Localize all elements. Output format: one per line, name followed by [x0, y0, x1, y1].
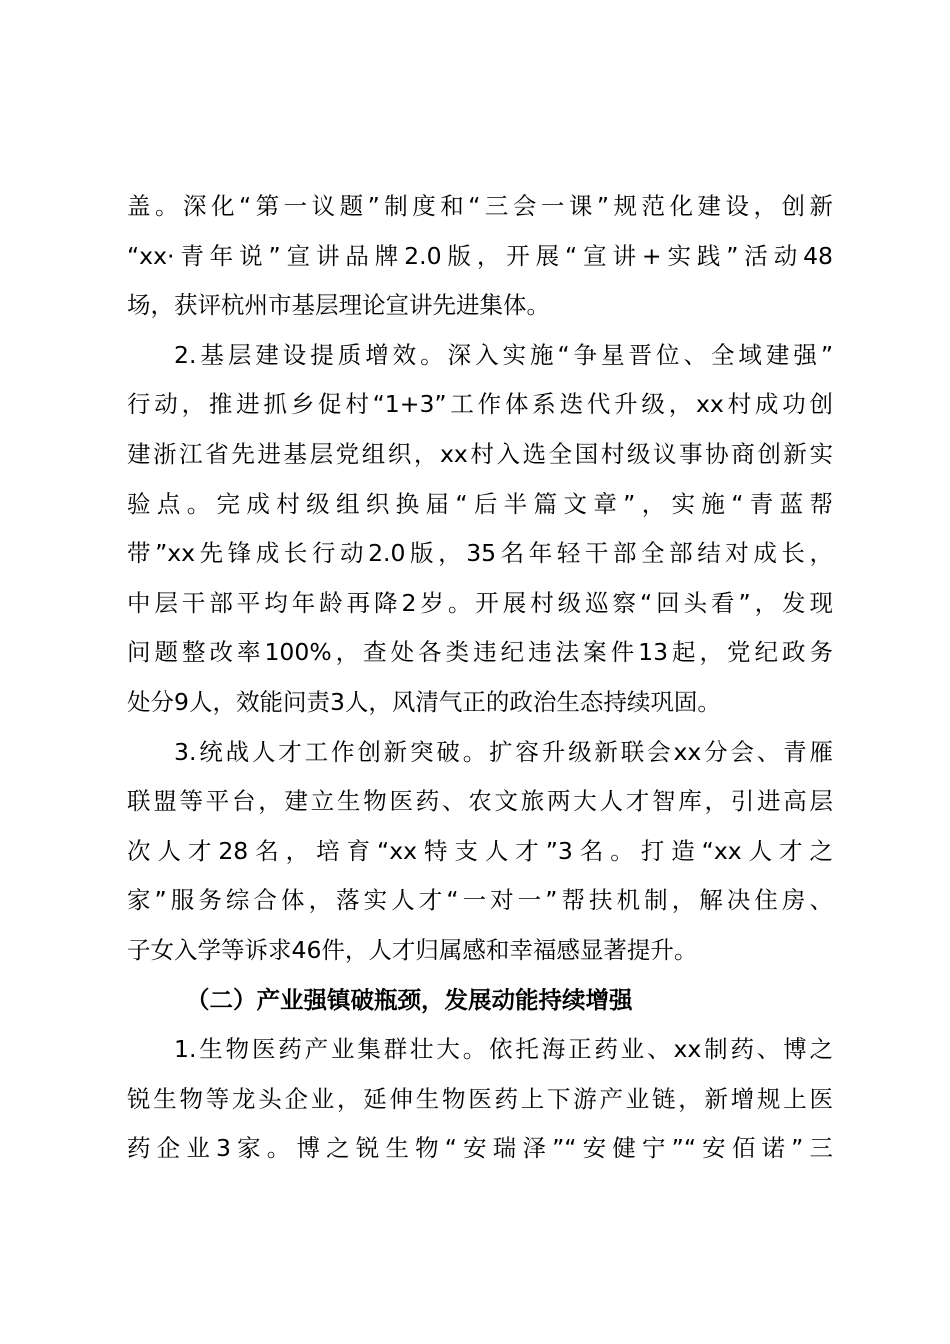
text-line: 3.统战人才工作创新突破。扩容升级新联会xx分会、青雁: [174, 737, 833, 766]
section-heading: （二）产业强镇破瓶颈，发展动能持续增强: [186, 985, 633, 1014]
text-line: 问题整改率100%，查处各类违纪违法案件13起，党纪政务: [127, 638, 833, 667]
document-page: [127, 182, 833, 1174]
text-line: 家”服务综合体，落实人才“一对一”帮扶机制，解决住房、: [127, 886, 833, 915]
text-line: 建浙江省先进基层党组织，xx村入选全国村级议事协商创新实: [127, 439, 833, 468]
text-line: 次人才28名，培育“xx特支人才”3名。打造“xx人才之: [127, 836, 833, 865]
text-line: 行动，推进抓乡促村“1+3”工作体系迭代升级，xx村成功创: [127, 390, 833, 419]
text-line: “xx·青年说”宣讲品牌2.0版，开展“宣讲+实践”活动48: [127, 241, 833, 270]
text-line: 联盟等平台，建立生物医药、农文旅两大人才智库，引进高层: [127, 787, 833, 816]
text-line: 2.基层建设提质增效。深入实施“争星晋位、全域建强”: [174, 340, 833, 369]
text-line: 药企业3家。博之锐生物“安瑞泽”“安健宁”“安佰诺”三: [127, 1134, 833, 1163]
text-line: 1.生物医药产业集群壮大。依托海正药业、xx制药、博之: [174, 1035, 833, 1064]
text-line: 锐生物等龙头企业，延伸生物医药上下游产业链，新增规上医: [127, 1084, 833, 1113]
text-line: 中层干部平均年龄再降2岁。开展村级巡察“回头看”，发现: [127, 588, 833, 617]
text-line: 场，获评杭州市基层理论宣讲先进集体。: [127, 291, 550, 320]
paragraph-biomedicine: [127, 1025, 833, 1174]
paragraph-continuation: [127, 182, 833, 331]
text-line: 带”xx先锋成长行动2.0版，35名年轻干部全部结对成长，: [127, 539, 833, 568]
paragraph-united-front-talent: [127, 728, 833, 976]
text-line: 验点。完成村级组织换届“后半篇文章”，实施“青蓝帮: [127, 489, 833, 518]
text-line: 处分9人，效能问责3人，风清气正的政治生态持续巩固。: [127, 687, 721, 716]
paragraph-grassroots-building: [127, 331, 833, 728]
text-line: 子女入学等诉求46件，人才归属感和幸福感显著提升。: [127, 935, 698, 964]
text-line: 盖。深化“第一议题”制度和“三会一课”规范化建设，创新: [127, 192, 833, 220]
